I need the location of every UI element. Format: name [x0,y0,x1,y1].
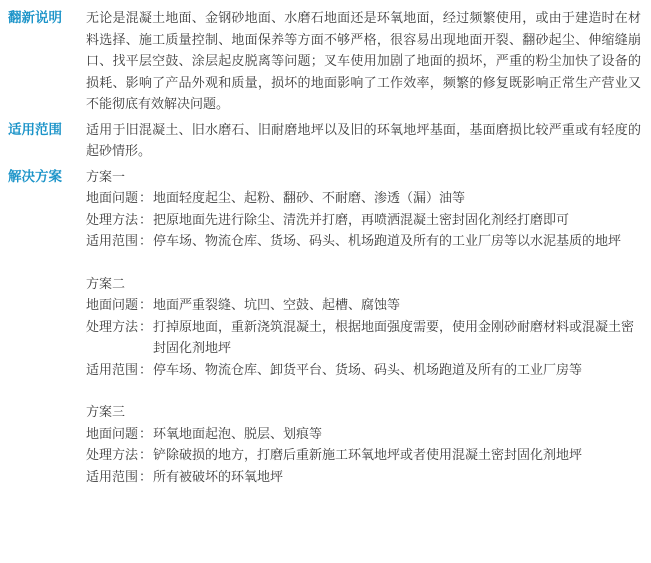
row-value: 地面严重裂缝、坑凹、空鼓、起槽、腐蚀等 [153,298,401,313]
section-label-solutions: 解决方案 [8,168,62,185]
row-colon: ： [139,234,153,249]
row-key: 适用范围 [86,234,139,249]
row-value: 把原地面先进行除尘、清洗并打磨，再喷洒混凝土密封固化剂经打磨即可 [153,212,570,228]
row-value: 停车场、物流仓库、货场、码头、机场跑道及所有的工业厂房等以水泥基质的地坪 [153,234,622,249]
plan-2 [86,274,641,382]
plan-title: 方案一 [86,169,126,185]
plan-title: 方案三 [86,405,126,420]
section-body-scope [86,120,641,163]
section-scope [8,120,641,163]
section-body-description [86,8,641,116]
row-value: 所有被破坏的环氧地坪 [153,469,284,485]
row-colon: ： [139,362,153,378]
row-key: 处理方法 [86,212,139,228]
row-value: 打掉原地面，重新浇筑混凝土，根据地面强度需要，使用金刚砂耐磨材料或混凝土密封固化剂地坪 [153,319,635,356]
row-key: 处理方法 [86,448,139,463]
row-colon: ： [139,191,153,206]
row-value: 停车场、物流仓库、卸货平台、货场、码头、机场跑道及所有的工业厂房等 [153,362,583,378]
row-colon: ： [139,212,153,228]
plan-row-problem [86,295,641,317]
row-colon: ： [139,426,153,442]
row-value: 地面轻度起尘、起粉、翻砂、不耐磨、渗透（漏）油等 [153,191,466,206]
plan-row-method [86,317,641,360]
row-key: 地面问题 [86,298,139,313]
plan-row-scope [86,467,641,489]
row-colon: ： [139,319,153,335]
section-label-scope: 适用范围 [8,121,62,138]
row-key: 适用范围 [86,362,139,378]
row-key: 处理方法 [86,319,139,335]
section-body-solutions [86,167,641,489]
plan-row-scope [86,231,641,253]
row-key: 地面问题 [86,426,139,442]
row-value: 环氧地面起泡、脱层、划痕等 [153,426,323,442]
scope-paragraph: 适用于旧混凝土、旧水磨石、旧耐磨地坪以及旧的环氧地坪基面，基面磨损比较严重或有轻度的起砂情形。 [86,122,641,159]
row-key: 适用范围 [86,469,139,485]
description-paragraph: 无论是混凝土地面、金钢砂地面、水磨石地面还是环氧地面，经过频繁使用，或由于建造时在材料选择、施工质量控制、地面保养等方面不够严格，很容易出现地面开裂、翻砂起尘、伸缩缝崩口、找平层空鼓、涂层起皮脱离等问题；叉车使用加剧了地面的损坏，严重的粉尘加快了设备的损耗、影响了产品外观和质量，损坏的地面影响了工作效率，频繁的修复既影响正常生产营业又不能彻底有效解决问题。 [86,11,641,112]
plan-row-problem [86,188,641,210]
section-solutions [8,167,641,489]
plan-row-method [86,210,641,232]
section-description [8,8,641,116]
plan-row-method [86,445,641,467]
row-colon: ： [139,298,153,313]
plan-title: 方案二 [86,276,126,292]
plan-1 [86,167,641,253]
plan-row-scope [86,360,641,382]
plan-3 [86,402,641,488]
row-colon: ： [139,469,153,485]
row-colon: ： [139,448,153,463]
section-label-description: 翻新说明 [8,10,62,26]
row-key: 地面问题 [86,191,139,206]
row-value: 铲除破损的地方，打磨后重新施工环氧地坪或者使用混凝土密封固化剂地坪 [153,448,583,463]
plan-row-problem [86,424,641,446]
